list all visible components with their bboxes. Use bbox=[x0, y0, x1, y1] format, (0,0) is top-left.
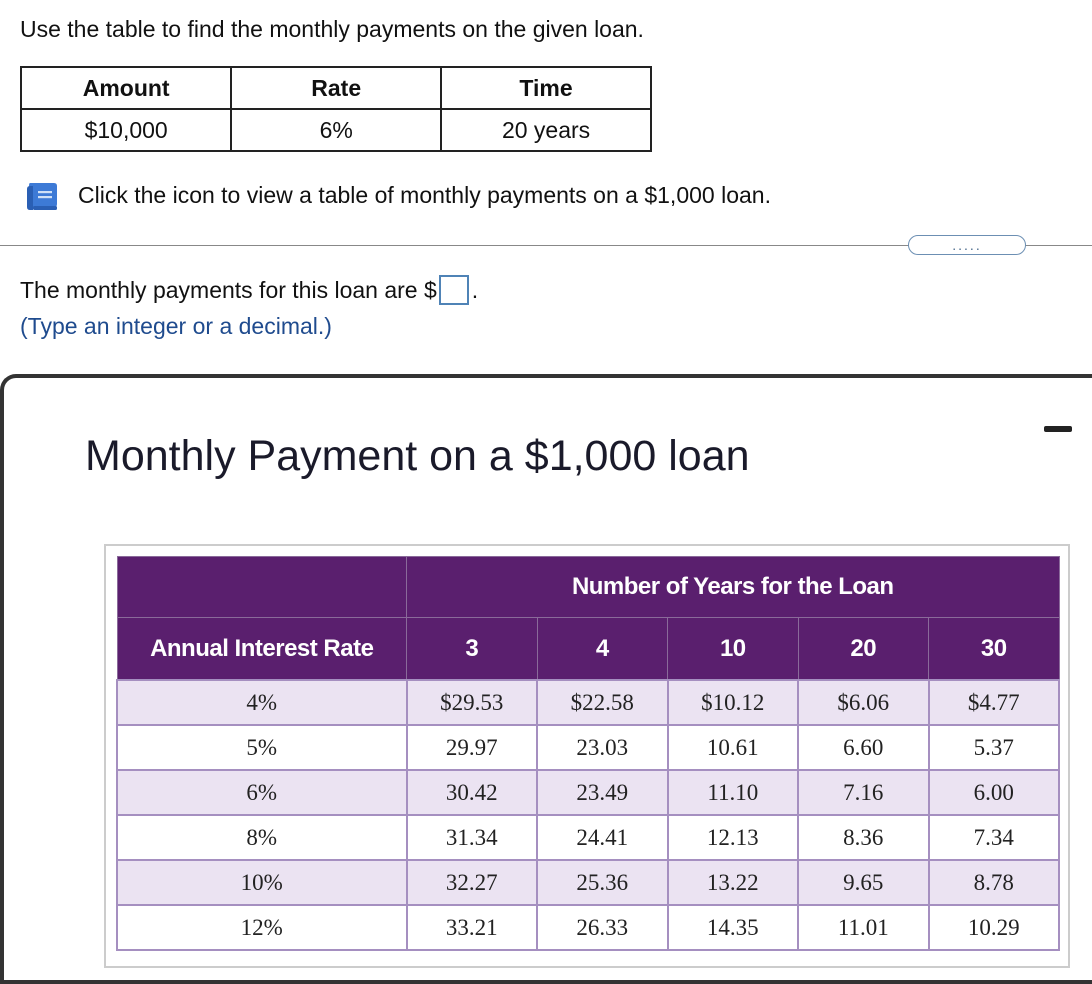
table-row bbox=[117, 680, 1059, 725]
payment-cell: 23.49 bbox=[537, 770, 668, 815]
payment-cell: 11.10 bbox=[668, 770, 799, 815]
payment-cell: 7.16 bbox=[798, 770, 928, 815]
table-row bbox=[117, 905, 1059, 950]
rate-cell: 10% bbox=[117, 860, 407, 905]
rate-cell: 5% bbox=[117, 725, 407, 770]
payment-cell: $4.77 bbox=[929, 680, 1060, 725]
payment-cell: 11.01 bbox=[798, 905, 928, 950]
answer-input[interactable] bbox=[439, 275, 469, 305]
payment-cell: 10.29 bbox=[929, 905, 1060, 950]
instruction-text: Use the table to find the monthly payments on the given loan. bbox=[20, 16, 644, 42]
payment-cell: $22.58 bbox=[537, 680, 668, 725]
payment-cell: 8.36 bbox=[798, 815, 928, 860]
rate-cell: 6% bbox=[117, 770, 407, 815]
payment-table-frame bbox=[104, 544, 1070, 968]
expand-more-button[interactable]: ..... bbox=[908, 235, 1026, 255]
loan-table-value-row bbox=[21, 109, 651, 151]
year-header-10: 10 bbox=[668, 618, 799, 681]
payment-cell: 30.42 bbox=[407, 770, 538, 815]
payment-cell: 6.60 bbox=[798, 725, 928, 770]
payment-cell: 33.21 bbox=[407, 905, 538, 950]
payment-cell: 10.61 bbox=[668, 725, 799, 770]
rate-header: Annual Interest Rate bbox=[117, 618, 407, 681]
loan-header-amount: Amount bbox=[21, 67, 231, 109]
rate-cell: 4% bbox=[117, 680, 407, 725]
payment-cell: $6.06 bbox=[798, 680, 928, 725]
rate-cell: 8% bbox=[117, 815, 407, 860]
loan-details-table bbox=[20, 66, 652, 152]
payment-cell: 24.41 bbox=[537, 815, 668, 860]
payment-cell: 32.27 bbox=[407, 860, 538, 905]
payment-cell: 12.13 bbox=[668, 815, 799, 860]
payment-cell: $10.12 bbox=[668, 680, 799, 725]
answer-suffix: . bbox=[471, 276, 479, 303]
answer-hint: (Type an integer or a decimal.) bbox=[20, 313, 332, 339]
loan-value-time: 20 years bbox=[441, 109, 651, 151]
payment-cell: 31.34 bbox=[407, 815, 538, 860]
year-header-3: 3 bbox=[407, 618, 538, 681]
answer-prefix: The monthly payments for this loan are $ bbox=[20, 276, 437, 303]
payment-cell: 13.22 bbox=[668, 860, 799, 905]
payment-cell: 23.03 bbox=[537, 725, 668, 770]
year-header-20: 20 bbox=[798, 618, 928, 681]
book-icon[interactable] bbox=[24, 180, 60, 212]
payment-cell: 26.33 bbox=[537, 905, 668, 950]
header-blank-cell bbox=[117, 557, 407, 618]
table-row bbox=[117, 770, 1059, 815]
monthly-payment-table bbox=[116, 556, 1060, 951]
payment-cell: $29.53 bbox=[407, 680, 538, 725]
years-header: Number of Years for the Loan bbox=[407, 557, 1059, 618]
rate-cell: 12% bbox=[117, 905, 407, 950]
years-header-row bbox=[117, 557, 1059, 618]
table-row bbox=[117, 815, 1059, 860]
payment-cell: 7.34 bbox=[929, 815, 1060, 860]
column-header-row bbox=[117, 618, 1059, 681]
click-icon-prompt: Click the icon to view a table of monthly payments on a $1,000 loan. bbox=[78, 182, 771, 208]
loan-header-time: Time bbox=[441, 67, 651, 109]
loan-value-rate: 6% bbox=[231, 109, 441, 151]
payment-cell: 25.36 bbox=[537, 860, 668, 905]
year-header-4: 4 bbox=[537, 618, 668, 681]
loan-table-header-row bbox=[21, 67, 651, 109]
payment-cell: 29.97 bbox=[407, 725, 538, 770]
payment-cell: 8.78 bbox=[929, 860, 1060, 905]
year-header-30: 30 bbox=[929, 618, 1060, 681]
payment-cell: 14.35 bbox=[668, 905, 799, 950]
payment-cell: 6.00 bbox=[929, 770, 1060, 815]
loan-header-rate: Rate bbox=[231, 67, 441, 109]
popup-title: Monthly Payment on a $1,000 loan bbox=[85, 432, 750, 480]
payment-cell: 9.65 bbox=[798, 860, 928, 905]
table-row bbox=[117, 725, 1059, 770]
answer-line bbox=[20, 275, 478, 305]
payment-cell: 5.37 bbox=[929, 725, 1060, 770]
loan-value-amount: $10,000 bbox=[21, 109, 231, 151]
minimize-icon[interactable] bbox=[1044, 426, 1072, 432]
table-row bbox=[117, 860, 1059, 905]
